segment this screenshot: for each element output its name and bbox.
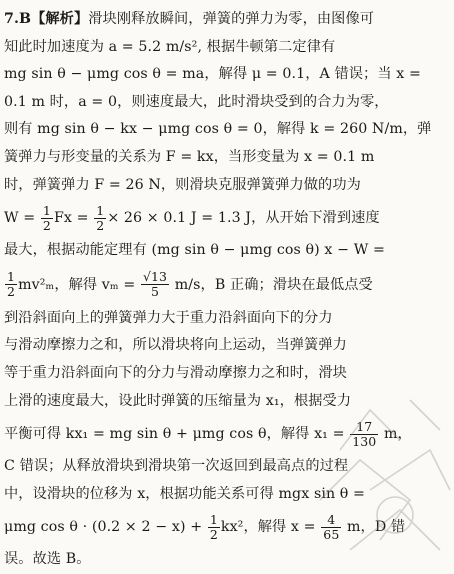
energy-eq-lhs: μmg cos θ · (0.2 × 2 − x) + (4, 519, 203, 536)
problem-number: 7.B (4, 11, 32, 27)
work-eq-mid: Fx = (53, 210, 89, 227)
line-14: 上滑的速度最大，设此时弹簧的压缩量为 x₁，根据受力 (4, 392, 352, 409)
vm-eq: mv²ₘ，解得 vₘ = (18, 276, 136, 293)
fraction-half-2: $\frac{1}{2}$ (96, 202, 105, 233)
analysis-tag: 【解析】 (31, 11, 89, 27)
balance-eq-unit: m， (383, 426, 412, 443)
solution-text (4, 6, 448, 574)
line-13: 等于重力沿斜面向下的分力与滑动摩擦力之和时，滑块 (4, 364, 347, 381)
fraction-half: $\frac{1}{2}$ (42, 202, 51, 233)
line-3: mg sin θ − μmg cos θ = ma，解得 μ = 0.1，A 错误；当 x = (4, 66, 421, 83)
work-eq-lhs: W = (4, 210, 36, 227)
line-9: 最大，根据动能定理有 (mg sin θ − μmg cos θ) x − W = (4, 242, 385, 259)
fraction-4-65: $\frac{4}{65}$ (323, 511, 340, 542)
work-eq-rhs: × 26 × 0.1 J = 1.3 J，从开始下滑到速度 (107, 210, 380, 227)
balance-eq: 平衡可得 kx₁ = mg sin θ + μmg cos θ，解得 x₁ = (4, 426, 345, 443)
line-12: 与滑动摩擦力之和，所以滑块将向上运动，当弹簧弹力 (4, 337, 347, 354)
line-8 (4, 199, 448, 237)
line-7: 时，弹簧弹力 F = 26 N，则滑块克服弹簧弹力做的功为 (4, 176, 361, 193)
line-19: 误。故选 B。 (4, 551, 91, 568)
fraction-sqrt13-5: $\frac{√13}{5}$ (142, 269, 168, 300)
line-2: 知此时加速度为 a = 5.2 m/s², 根据牛顿第二定律有 (4, 38, 336, 55)
line-17: 中，设滑块的位移为 x，根据功能关系可得 mgx sin θ = (4, 485, 366, 502)
vm-eq-rest: m/s，B 正确；滑块在最低点受 (174, 276, 373, 293)
line-4: 0.1 m 时，a = 0，则速度最大，此时滑块受到的合力为零， (4, 93, 389, 110)
line-11: 到沿斜面向上的弹簧弹力大于重力沿斜面向下的分力 (4, 309, 333, 326)
fraction-17-130: $\frac{17}{130}$ (352, 418, 377, 449)
line-1-text: 滑块刚释放瞬间，弹簧的弹力为零，由图像可 (88, 11, 375, 27)
energy-eq-rest: m，D 错 (347, 519, 406, 536)
line-16: C 错误；从释放滑块到滑块第一次返回到最高点的过程 (4, 458, 349, 475)
line-15 (4, 415, 448, 453)
line-6: 簧弹力与形变量的关系为 F = kx，当形变量为 x = 0.1 m (4, 148, 375, 165)
line-10 (4, 265, 448, 305)
line-1 (4, 6, 448, 34)
line-18 (4, 508, 448, 546)
energy-eq-mid: kx²，解得 x = (220, 519, 316, 536)
line-5: 则有 mg sin θ − kx − μmg cos θ = 0，解得 k = 260 N/m，弹 (4, 121, 432, 138)
fraction-half-3: $\frac{1}{2}$ (7, 269, 16, 300)
fraction-half-4: $\frac{1}{2}$ (209, 511, 218, 542)
